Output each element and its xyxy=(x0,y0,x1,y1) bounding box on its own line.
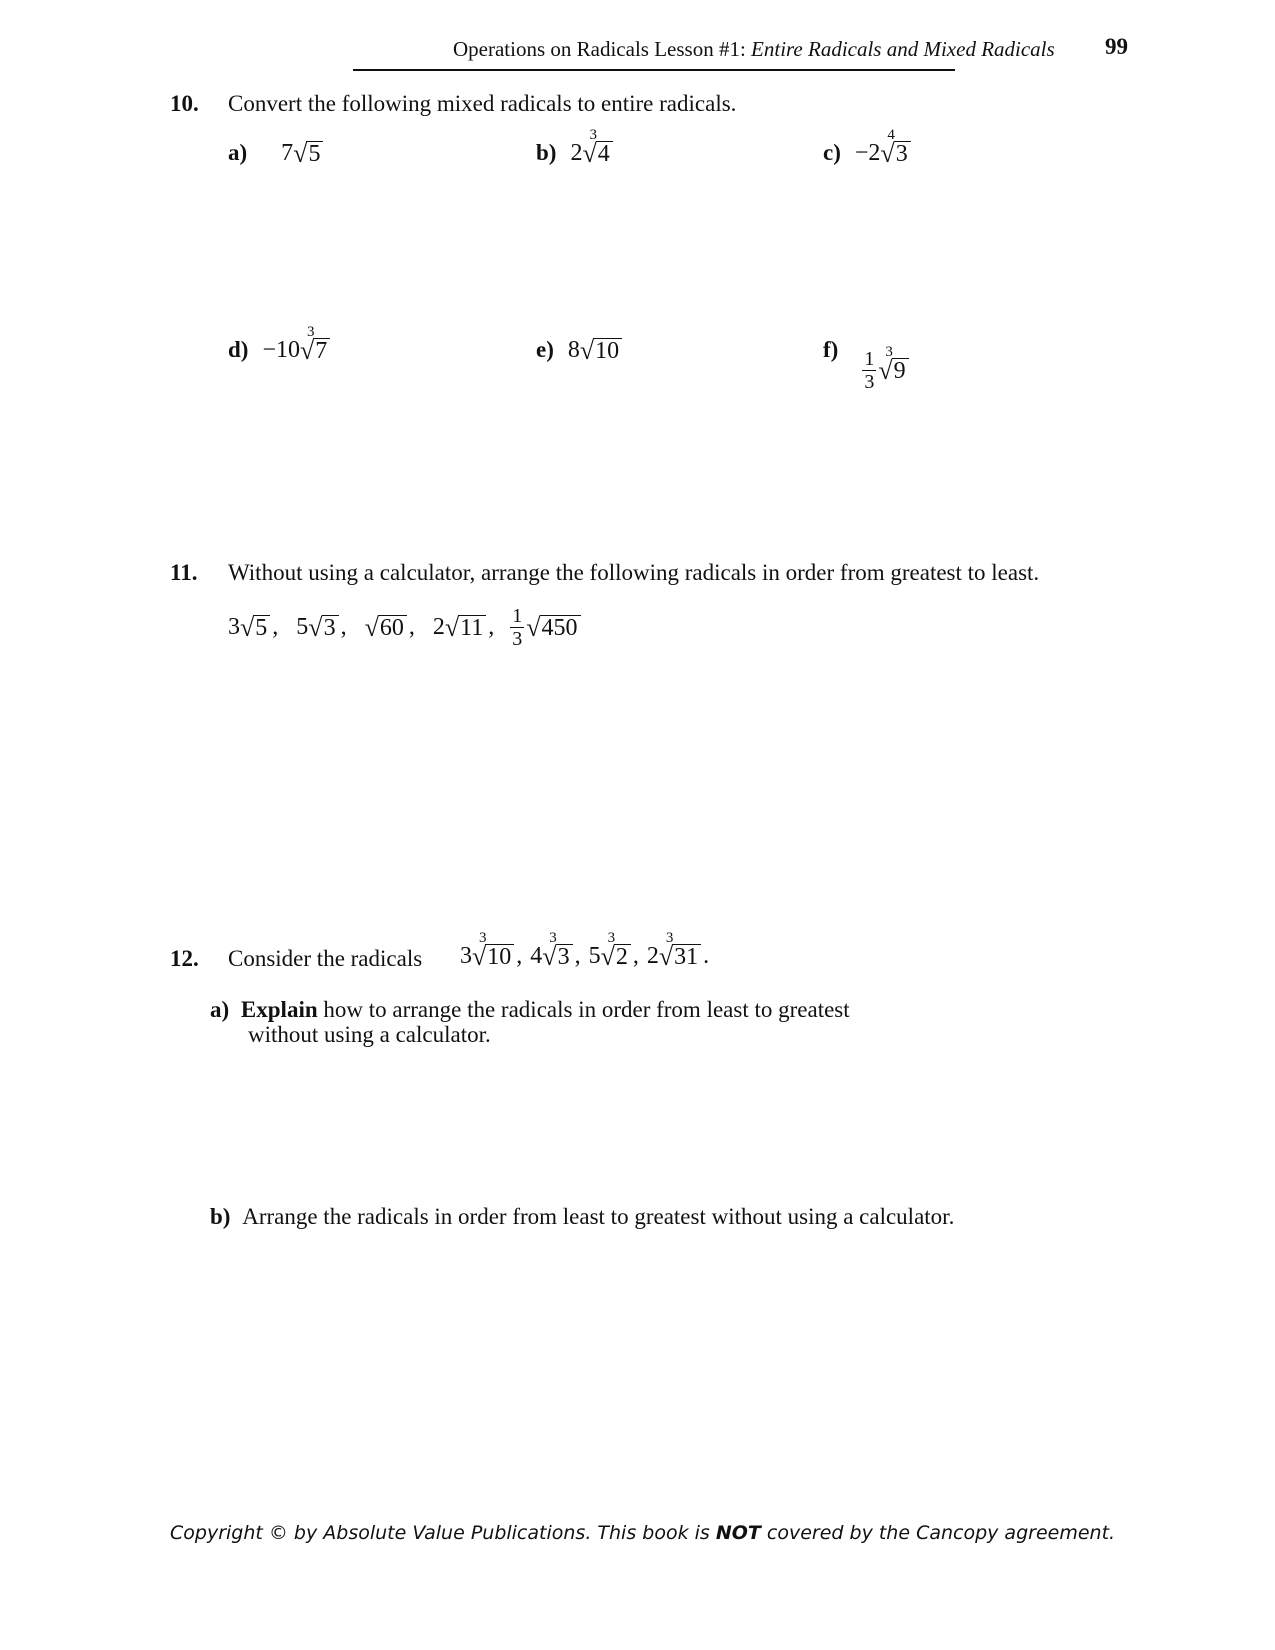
q12-radical-4-index: 3 xyxy=(665,929,674,946)
q10f-frac-num: 1 xyxy=(864,348,875,370)
q10f-expression xyxy=(860,341,908,393)
q10-part-e xyxy=(536,337,622,364)
q12-radical-2-index: 3 xyxy=(549,929,557,946)
q10f-fraction xyxy=(862,349,876,392)
q10c-index: 4 xyxy=(887,126,895,143)
radical-sign-icon: √ xyxy=(880,139,895,168)
q12-radical-1-coef: 3 xyxy=(460,943,472,969)
q12-number: 12. xyxy=(170,946,199,971)
q11-radical-4-radicand: 11 xyxy=(458,615,486,641)
radical-sign-icon: √ xyxy=(878,356,893,385)
radical-sign-icon: √ xyxy=(582,139,597,168)
radical-sign-icon: √ xyxy=(444,613,460,642)
footer-part1: Copyright © by Absolute Value Publications. This book is xyxy=(170,1522,716,1544)
q11-number: 11. xyxy=(170,560,198,585)
q10f-radical xyxy=(878,343,908,385)
q12-part-b xyxy=(210,1204,954,1230)
q12-end-period: . xyxy=(703,943,710,969)
q10e-expression xyxy=(568,337,622,364)
q10e-radical xyxy=(580,338,622,364)
q10f-label: f) xyxy=(823,337,839,362)
radical-sign-icon: √ xyxy=(308,613,323,642)
q11-radicals xyxy=(228,598,581,650)
q10d-coef: −10 xyxy=(262,337,300,363)
q12-radical-1-index: 3 xyxy=(479,929,487,946)
q12-part-a xyxy=(210,997,850,1023)
lesson-title: Entire Radicals and Mixed Radicals xyxy=(751,37,1055,61)
q12a-line1: how to arrange the radicals in order from least to greatest xyxy=(317,997,850,1022)
q11-radical-5-radicand: 450 xyxy=(540,615,581,641)
q10d-expression xyxy=(262,323,330,365)
q10a-expression xyxy=(281,140,323,167)
q12-radical-3-radicand: 2 xyxy=(614,944,631,970)
q12-radical-4 xyxy=(658,929,701,971)
q12b-text: Arrange the radicals in order from least to greatest without using a calculator. xyxy=(242,1204,955,1229)
q10e-label: e) xyxy=(536,337,554,362)
q11-radical-2 xyxy=(308,615,338,641)
q11-radical-5 xyxy=(526,615,580,641)
radical-sign-icon: √ xyxy=(472,942,487,971)
q10c-label: c) xyxy=(823,140,841,165)
q11-text: Without using a calculator, arrange the following radicals in order from greatest to least. xyxy=(228,560,1040,585)
q12-text: Consider the radicals xyxy=(228,946,423,971)
q11-radical-1-coef: 3 xyxy=(228,614,240,640)
q12-radical-2-coef: 4 xyxy=(530,943,543,969)
q10-part-c xyxy=(823,126,911,168)
q12-radical-1 xyxy=(472,929,514,971)
q10b-coef: 2 xyxy=(570,140,583,166)
q12a-label: a) xyxy=(210,997,230,1022)
q10d-index: 3 xyxy=(307,323,315,340)
radical-sign-icon: √ xyxy=(293,139,308,168)
q10d-label: d) xyxy=(228,337,249,362)
header-rule xyxy=(353,69,955,71)
q10b-label: b) xyxy=(536,140,557,165)
q12-radical-3-coef: 5 xyxy=(588,943,601,969)
q10c-radicand: 3 xyxy=(894,141,911,167)
lesson-prefix: Operations on Radicals Lesson #1: xyxy=(453,37,752,61)
q11-separator: , xyxy=(408,614,415,640)
q12-separator: , xyxy=(574,943,581,969)
q10b-radical xyxy=(582,126,612,168)
q11-radical-1 xyxy=(240,615,270,641)
q10f-index: 3 xyxy=(885,343,893,360)
q10f-radicand: 9 xyxy=(892,358,909,384)
copyright-footer xyxy=(170,1522,1115,1544)
q10b-radicand: 4 xyxy=(596,141,613,167)
q12-radical-3-index: 3 xyxy=(607,929,616,946)
q11-radical-3-radicand: 60 xyxy=(378,615,407,641)
footer-part2: covered by the Cancopy agreement. xyxy=(760,1522,1116,1544)
radical-sign-icon: √ xyxy=(364,613,379,642)
q10-part-d xyxy=(228,323,330,365)
q11-radical-4 xyxy=(445,615,486,641)
q11-separator: , xyxy=(488,614,495,640)
q10a-coef: 7 xyxy=(281,140,294,166)
q10a-radicand: 5 xyxy=(306,141,323,167)
q11-frac-den: 3 xyxy=(512,628,523,650)
q12-radical-1-radicand: 10 xyxy=(485,944,514,970)
q12b-label: b) xyxy=(210,1204,231,1229)
q11-radical-3 xyxy=(365,615,407,641)
q11-radical-5-fraction xyxy=(510,606,524,649)
q10e-radicand: 10 xyxy=(593,338,622,364)
q11-separator: , xyxy=(340,614,347,640)
q12-radicals xyxy=(460,929,717,971)
q10b-index: 3 xyxy=(589,126,597,143)
q12-radical-4-radicand: 31 xyxy=(672,944,701,970)
radical-sign-icon: √ xyxy=(240,613,255,642)
q11-separator: , xyxy=(272,614,279,640)
q10c-expression xyxy=(854,126,911,168)
running-header xyxy=(453,37,1055,62)
q11-radical-2-radicand: 3 xyxy=(322,615,339,641)
radical-sign-icon: √ xyxy=(579,336,595,365)
q12-radical-2 xyxy=(542,929,572,971)
radical-sign-icon: √ xyxy=(542,942,557,971)
q11-radical-4-coef: 2 xyxy=(432,614,445,640)
radical-sign-icon: √ xyxy=(526,613,541,642)
radical-sign-icon: √ xyxy=(658,942,674,971)
page-number: 99 xyxy=(1105,34,1128,59)
q10a-radical xyxy=(293,141,323,167)
q10-part-a xyxy=(228,140,323,167)
q10-part-b xyxy=(536,126,613,168)
q10-text: Convert the following mixed radicals to entire radicals. xyxy=(228,91,737,116)
radical-sign-icon: √ xyxy=(600,942,615,971)
q11-radical-1-radicand: 5 xyxy=(253,615,270,641)
q10c-coef: −2 xyxy=(854,140,881,166)
q10c-radical xyxy=(880,126,910,168)
q12-separator: , xyxy=(516,943,523,969)
q12a-line2: without using a calculator. xyxy=(248,1022,491,1047)
q10a-label: a) xyxy=(228,140,248,165)
q11-frac-num: 1 xyxy=(512,605,523,627)
q12-radical-2-radicand: 3 xyxy=(556,944,573,970)
q10-part-f xyxy=(823,337,909,393)
q10b-expression xyxy=(570,126,612,168)
radical-sign-icon: √ xyxy=(300,336,315,365)
q10d-radical xyxy=(300,323,330,365)
q12-radical-3 xyxy=(600,929,631,971)
q12-radical-4-coef: 2 xyxy=(646,943,659,969)
q10d-radicand: 7 xyxy=(313,338,330,364)
q10-number: 10. xyxy=(170,91,199,116)
q10f-frac-den: 3 xyxy=(864,371,875,393)
q12-separator: , xyxy=(632,943,639,969)
q11-radical-2-coef: 5 xyxy=(296,614,309,640)
q10e-coef: 8 xyxy=(567,337,580,363)
q12a-bold: Explain xyxy=(240,997,318,1022)
footer-bold: NOT xyxy=(715,1522,761,1544)
